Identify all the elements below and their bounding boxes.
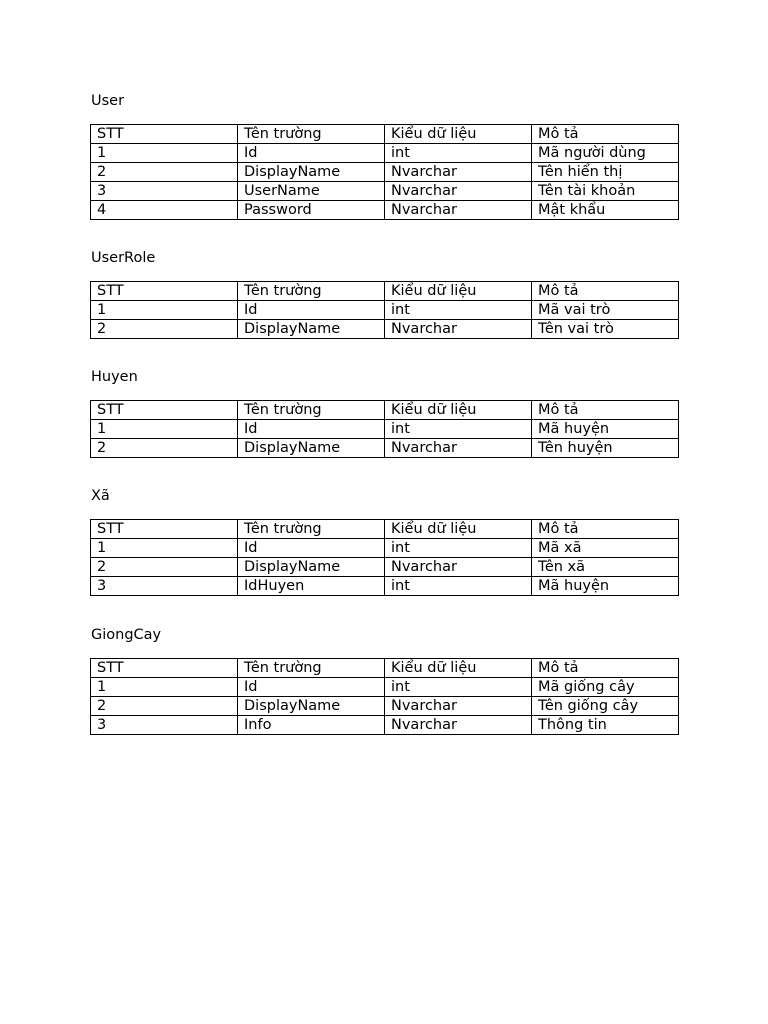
table-cell: 2: [91, 697, 238, 716]
table-cell: Id: [238, 144, 385, 163]
table-cell: Nvarchar: [385, 439, 532, 458]
table-cell: 2: [91, 558, 238, 577]
header-cell: STT: [91, 282, 238, 301]
table-cell: 3: [91, 716, 238, 735]
table-row: [91, 144, 679, 163]
table-cell: 3: [91, 182, 238, 201]
schema-table-huyen: [90, 400, 679, 458]
table-cell: Id: [238, 420, 385, 439]
table-cell: DisplayName: [238, 320, 385, 339]
table-title-userrole: UserRole: [91, 250, 156, 266]
header-cell: Kiểu dữ liệu: [385, 520, 532, 539]
table-row: [91, 201, 679, 220]
table-cell: Id: [238, 539, 385, 558]
table-cell: Id: [238, 678, 385, 697]
table-row: [91, 320, 679, 339]
table-cell: Nvarchar: [385, 320, 532, 339]
table-cell: 3: [91, 577, 238, 596]
table-cell: Tên hiển thị: [532, 163, 679, 182]
header-cell: Tên trường: [238, 125, 385, 144]
table-row: [91, 301, 679, 320]
table-cell: int: [385, 678, 532, 697]
table-header-row: [91, 520, 679, 539]
table-cell: 2: [91, 163, 238, 182]
table-cell: IdHuyen: [238, 577, 385, 596]
table-row: [91, 678, 679, 697]
header-cell: STT: [91, 401, 238, 420]
header-cell: Kiểu dữ liệu: [385, 659, 532, 678]
header-cell: STT: [91, 520, 238, 539]
table-header-row: [91, 659, 679, 678]
table-cell: DisplayName: [238, 439, 385, 458]
table-cell: Tên huyện: [532, 439, 679, 458]
header-cell: Mô tả: [532, 520, 679, 539]
table-cell: Info: [238, 716, 385, 735]
table-cell: DisplayName: [238, 558, 385, 577]
header-cell: Mô tả: [532, 125, 679, 144]
table-cell: DisplayName: [238, 163, 385, 182]
table-cell: Nvarchar: [385, 201, 532, 220]
table-cell: Tên giống cây: [532, 697, 679, 716]
table-cell: Thông tin: [532, 716, 679, 735]
table-cell: Nvarchar: [385, 163, 532, 182]
table-cell: Nvarchar: [385, 697, 532, 716]
table-cell: Password: [238, 201, 385, 220]
table-cell: DisplayName: [238, 697, 385, 716]
table-cell: 1: [91, 678, 238, 697]
header-cell: Tên trường: [238, 401, 385, 420]
schema-table-giongcay: [90, 658, 679, 735]
header-cell: Mô tả: [532, 659, 679, 678]
table-row: [91, 577, 679, 596]
table-cell: Mã xã: [532, 539, 679, 558]
table-cell: 1: [91, 420, 238, 439]
table-cell: int: [385, 539, 532, 558]
table-cell: Mã vai trò: [532, 301, 679, 320]
table-cell: int: [385, 301, 532, 320]
header-cell: Kiểu dữ liệu: [385, 282, 532, 301]
header-cell: Tên trường: [238, 659, 385, 678]
table-cell: Nvarchar: [385, 182, 532, 201]
table-cell: 4: [91, 201, 238, 220]
table-cell: Tên xã: [532, 558, 679, 577]
table-header-row: [91, 401, 679, 420]
table-cell: Nvarchar: [385, 716, 532, 735]
table-row: [91, 182, 679, 201]
header-cell: Mô tả: [532, 401, 679, 420]
table-cell: int: [385, 577, 532, 596]
table-cell: UserName: [238, 182, 385, 201]
header-cell: Tên trường: [238, 520, 385, 539]
header-cell: STT: [91, 125, 238, 144]
table-row: [91, 439, 679, 458]
table-row: [91, 539, 679, 558]
table-cell: 1: [91, 301, 238, 320]
table-cell: int: [385, 144, 532, 163]
table-row: [91, 163, 679, 182]
table-cell: Mật khẩu: [532, 201, 679, 220]
schema-table-userrole: [90, 281, 679, 339]
table-title-xa: Xã: [91, 488, 110, 504]
table-cell: Mã người dùng: [532, 144, 679, 163]
table-title-huyen: Huyen: [91, 369, 138, 385]
table-cell: 1: [91, 539, 238, 558]
header-cell: Tên trường: [238, 282, 385, 301]
table-cell: Mã huyện: [532, 420, 679, 439]
table-cell: 2: [91, 320, 238, 339]
header-cell: Kiểu dữ liệu: [385, 401, 532, 420]
table-cell: Tên tài khoản: [532, 182, 679, 201]
table-cell: 1: [91, 144, 238, 163]
table-cell: 2: [91, 439, 238, 458]
table-header-row: [91, 282, 679, 301]
schema-table-xa: [90, 519, 679, 596]
table-row: [91, 697, 679, 716]
table-cell: Mã huyện: [532, 577, 679, 596]
header-cell: STT: [91, 659, 238, 678]
table-title-giongcay: GiongCay: [91, 627, 162, 643]
table-cell: Nvarchar: [385, 558, 532, 577]
schema-table-user: [90, 124, 679, 220]
table-cell: int: [385, 420, 532, 439]
table-cell: Tên vai trò: [532, 320, 679, 339]
header-cell: Kiểu dữ liệu: [385, 125, 532, 144]
table-cell: Id: [238, 301, 385, 320]
table-row: [91, 716, 679, 735]
table-cell: Mã giống cây: [532, 678, 679, 697]
table-header-row: [91, 125, 679, 144]
table-row: [91, 558, 679, 577]
header-cell: Mô tả: [532, 282, 679, 301]
table-row: [91, 420, 679, 439]
table-title-user: User: [91, 93, 125, 109]
